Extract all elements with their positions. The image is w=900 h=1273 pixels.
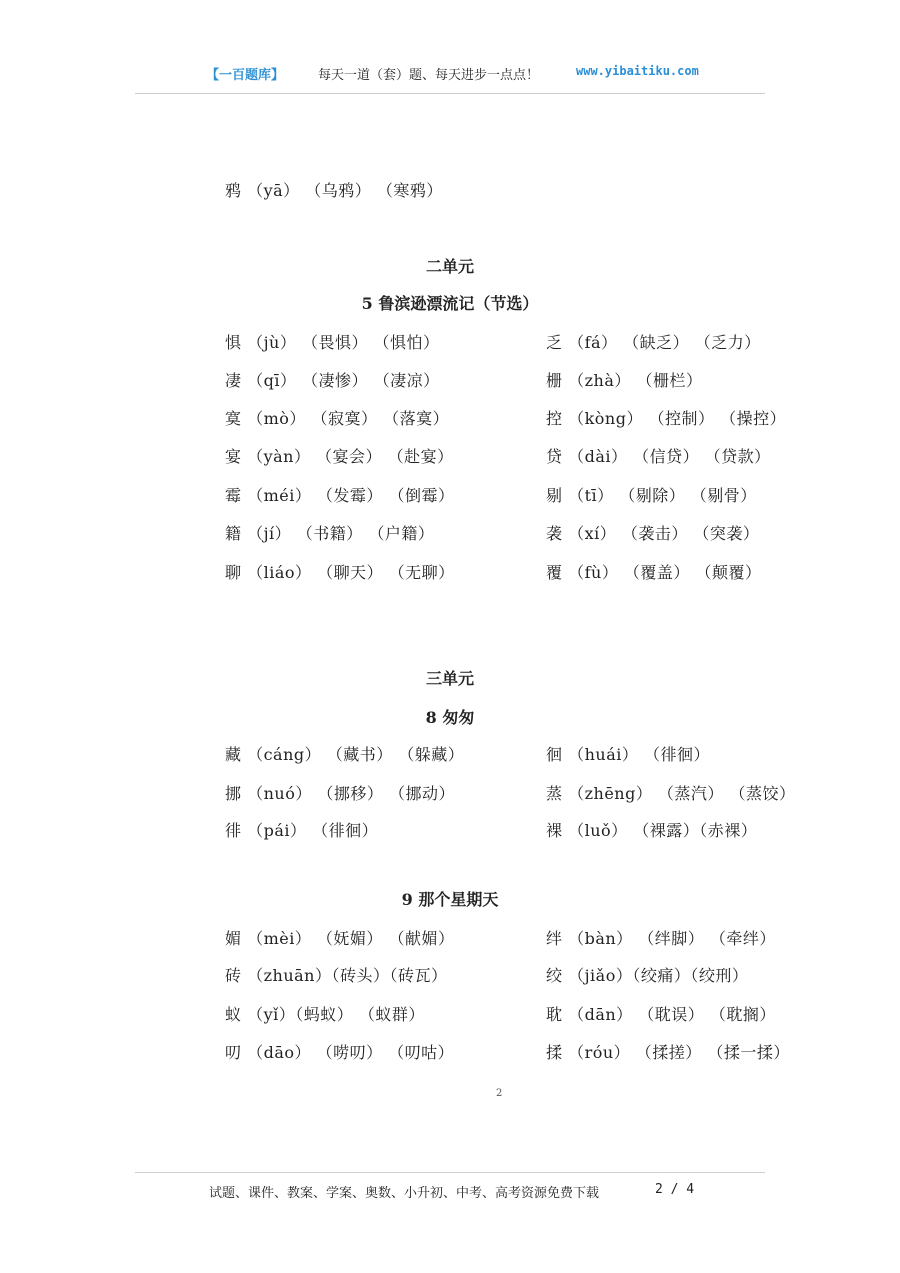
vocab-entry: 绞 （jiǎo）（绞痛）（绞刑） bbox=[546, 966, 749, 985]
vocab-entry: 砖 （zhuān）（砖头）（砖瓦） bbox=[225, 966, 448, 985]
header-brand: 【一百题库】 bbox=[206, 68, 285, 83]
vocab-entry: 藏 （cáng） （藏书） （躲藏） bbox=[225, 745, 465, 764]
header-divider bbox=[135, 93, 765, 94]
vocab-entry: 乏 （fá） （缺乏） （乏力） bbox=[546, 333, 761, 352]
vocab-entry: 袭 （xí） （袭击） （突袭） bbox=[546, 524, 760, 543]
header-slogan: 每天一道（套）题、每天进步一点点！ bbox=[318, 68, 540, 83]
vocab-entry: 宴 （yàn） （宴会） （赴宴） bbox=[225, 447, 454, 466]
vocab-entry: 徊 （huái） （徘徊） bbox=[546, 745, 710, 764]
vocab-entry: 剔 （tī） （剔除） （剔骨） bbox=[546, 486, 757, 505]
vocab-entry: 徘 （pái） （徘徊） bbox=[225, 821, 379, 840]
intro-entry: 鸦 （yā） （乌鸦） （寒鸦） bbox=[225, 181, 443, 200]
vocab-entry: 揉 （róu） （揉搓） （揉一揉） bbox=[546, 1043, 790, 1062]
vocab-entry: 挪 （nuó） （挪移） （挪动） bbox=[225, 784, 456, 803]
vocab-entry: 惧 （jù） （畏惧） （惧怕） bbox=[225, 333, 440, 352]
vocab-entry: 蚁 （yǐ）（蚂蚁） （蚁群） bbox=[225, 1005, 425, 1024]
vocab-entry: 控 （kòng） （控制） （操控） bbox=[546, 409, 787, 428]
page-header bbox=[0, 64, 900, 84]
vocab-entry: 寞 （mò） （寂寞） （落寞） bbox=[225, 409, 450, 428]
header-url-link[interactable]: www.yibaitiku.com bbox=[576, 64, 699, 78]
vocab-entry: 耽 （dān） （耽误） （耽搁） bbox=[546, 1005, 776, 1024]
vocab-entry: 凄 （qī） （凄惨） （凄凉） bbox=[225, 371, 440, 390]
vocab-entry: 聊 （liáo） （聊天） （无聊） bbox=[225, 563, 455, 582]
vocab-entry: 叨 （dāo） （唠叨） （叨咕） bbox=[225, 1043, 455, 1062]
footer-page-indicator: 2 / 4 bbox=[655, 1182, 695, 1197]
lesson-title-9: 9 那个星期天 bbox=[401, 890, 499, 909]
vocab-entry: 蒸 （zhēng） （蒸汽） （蒸饺） bbox=[546, 784, 796, 803]
vocab-entry: 贷 （dài） （信贷） （贷款） bbox=[546, 447, 771, 466]
vocab-entry: 媚 （mèi） （妩媚） （献媚） bbox=[225, 929, 455, 948]
vocab-entry: 绊 （bàn） （绊脚） （牵绊） bbox=[546, 929, 776, 948]
footer-divider bbox=[135, 1172, 765, 1173]
unit-title-2: 二单元 bbox=[425, 257, 474, 276]
lesson-title-5: 5 鲁滨逊漂流记（节选） bbox=[361, 294, 539, 313]
vocab-entry: 覆 （fù） （覆盖） （颠覆） bbox=[546, 563, 762, 582]
vocab-entry: 栅 （zhà） （栅栏） bbox=[546, 371, 703, 390]
unit-title-3: 三单元 bbox=[425, 669, 474, 688]
page-footer bbox=[0, 1182, 900, 1202]
page-number-mark: 2 bbox=[496, 1088, 503, 1099]
footer-text: 试题、课件、教案、学案、奥数、小升初、中考、高考资源免费下载 bbox=[209, 1186, 600, 1201]
vocab-entry: 籍 （jí） （书籍） （户籍） bbox=[225, 524, 435, 543]
vocab-entry: 裸 （luǒ） （裸露）（赤裸） bbox=[546, 821, 758, 840]
vocab-entry: 霉 （méi） （发霉） （倒霉） bbox=[225, 486, 455, 505]
lesson-title-8: 8 匆匆 bbox=[425, 708, 475, 727]
